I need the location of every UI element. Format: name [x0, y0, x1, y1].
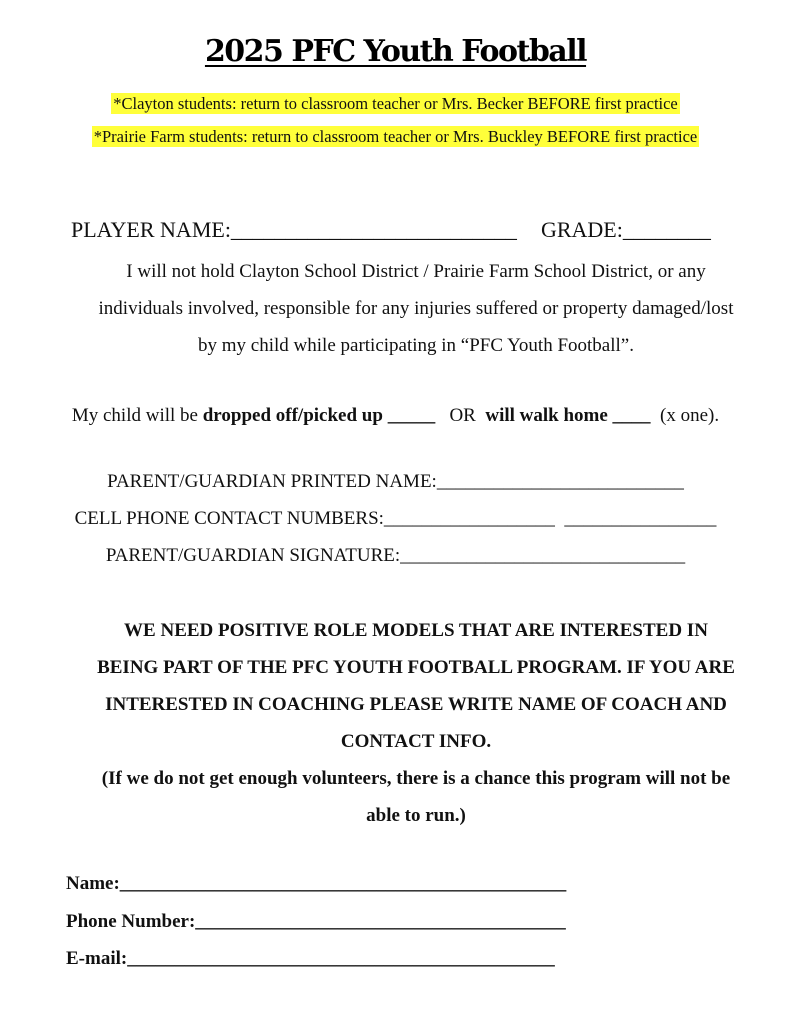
parent-printed-name-field[interactable]: PARENT/GUARDIAN PRINTED NAME:__________________________: [107, 471, 684, 492]
player-info-line: [71, 217, 711, 243]
waiver-line: I will not hold Clayton School District / Prairie Farm School District, or any: [126, 261, 706, 282]
form-title: 2025 PFC Youth Football: [204, 34, 587, 69]
coach-email-field[interactable]: E-mail:_____________________________________________: [66, 948, 555, 969]
or-text: OR: [435, 405, 486, 426]
player-name-field[interactable]: PLAYER NAME:__________________________: [71, 217, 517, 242]
transport-suffix: (x one).: [650, 405, 720, 426]
coach-request-line: WE NEED POSITIVE ROLE MODELS THAT ARE INTERESTED IN: [124, 620, 708, 641]
prairie-farm-notice: [0, 127, 791, 147]
liability-waiver: [60, 253, 772, 364]
coach-request-line: INTERESTED IN COACHING PLEASE WRITE NAME OF COACH AND: [105, 694, 727, 715]
walk-home-option[interactable]: will walk home ____: [485, 405, 651, 426]
coach-request-line: CONTACT INFO.: [340, 731, 492, 752]
clayton-notice-text: *Clayton students: return to classroom teacher or Mrs. Becker BEFORE first practice: [113, 94, 678, 113]
cell-phone-numbers-field[interactable]: CELL PHONE CONTACT NUMBERS:__________________ ________________: [74, 508, 717, 529]
coach-name-field[interactable]: Name:_______________________________________________: [66, 873, 567, 894]
clayton-notice: [0, 94, 791, 114]
transport-prefix: My child will be: [71, 405, 203, 426]
coach-phone-field[interactable]: Phone Number:_______________________________________: [66, 911, 566, 932]
waiver-line: individuals involved, responsible for any injuries suffered or property damaged/lost: [98, 298, 734, 319]
coach-request-line: (If we do not get enough volunteers, there is a chance this program will not be: [101, 768, 731, 789]
grade-field[interactable]: GRADE:________: [540, 217, 711, 242]
coach-request-line: able to run.): [366, 805, 466, 826]
coach-request-line: BEING PART OF THE PFC YOUTH FOOTBALL PROGRAM. IF YOU ARE: [97, 657, 735, 678]
dropped-off-option[interactable]: dropped off/picked up _____: [202, 405, 436, 426]
waiver-line: by my child while participating in “PFC Youth Football”.: [198, 335, 634, 356]
transport-choice: [0, 405, 791, 427]
parent-signature-field[interactable]: PARENT/GUARDIAN SIGNATURE:______________________________: [105, 545, 686, 566]
coach-volunteer-request: [60, 612, 772, 834]
prairie-farm-notice-text: *Prairie Farm students: return to classroom teacher or Mrs. Buckley BEFORE first practice: [93, 127, 698, 146]
